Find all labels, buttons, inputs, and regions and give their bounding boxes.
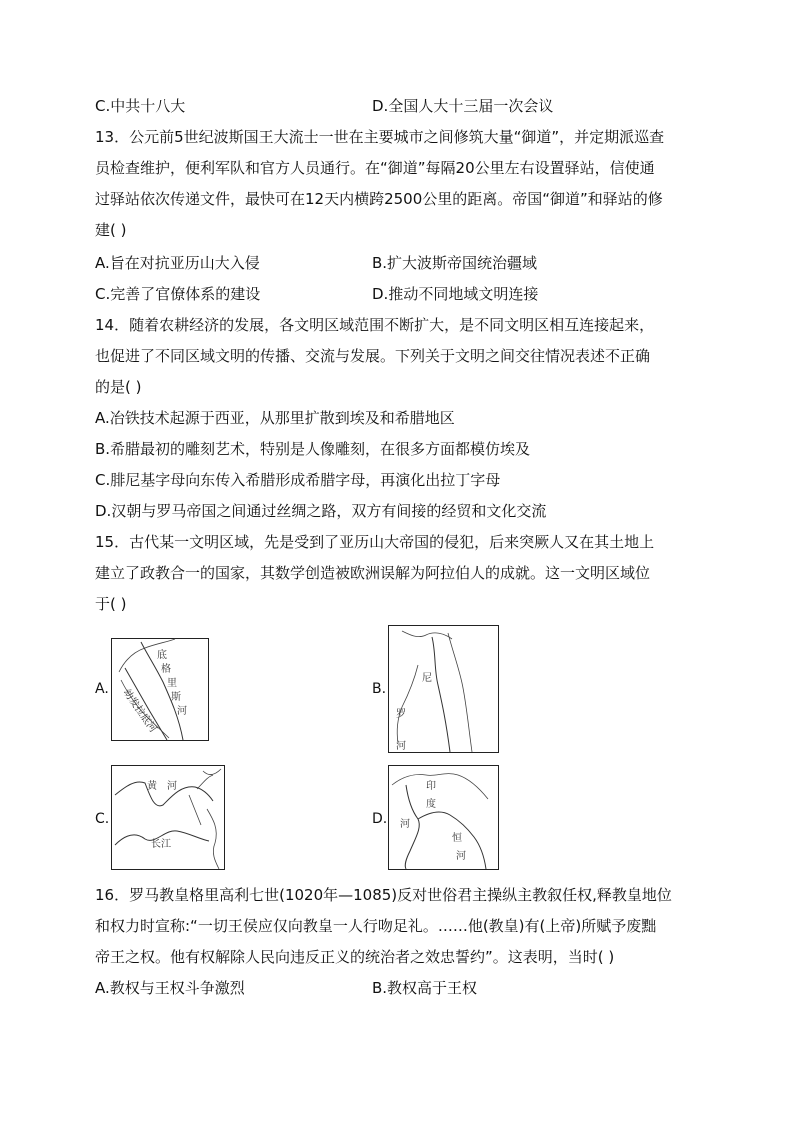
- q15-map-d: [388, 765, 499, 870]
- svg-text:格: 格: [161, 664, 171, 675]
- q15-map-a: [111, 638, 209, 741]
- svg-text:河: 河: [400, 819, 410, 830]
- q14-stem-line-2: 也促进了不同区域文明的传播、交流与发展。下列关于文明之间交往情况表述不正确: [95, 347, 651, 365]
- q13-stem-line-2: 员检查维护，便利军队和官方人员通行。在“御道”每隔20公里左右设置驿站，信使通: [95, 159, 655, 177]
- q13-option-d: D.推动不同地域文明连接: [372, 285, 539, 303]
- q14-stem-line-1: 14．随着农耕经济的发展，各文明区域范围不断扩大，是不同文明区相互连接起来，: [95, 316, 655, 334]
- q13-stem-line-4: 建( ): [95, 221, 127, 239]
- svg-text:恒: 恒: [452, 833, 462, 844]
- svg-text:底: 底: [157, 650, 167, 661]
- svg-text:印: 印: [426, 781, 436, 792]
- svg-text:河: 河: [456, 851, 466, 862]
- q15-map-b-letter: B.: [372, 681, 387, 697]
- q13-option-c: C.完善了官僚体系的建设: [95, 285, 261, 303]
- svg-text:河: 河: [396, 741, 406, 752]
- q15-map-a-letter: A.: [95, 681, 109, 697]
- svg-text:黄: 黄: [147, 781, 157, 792]
- q13-stem-line-1: 13．公元前5世纪波斯国王大流士一世在主要城市之间修筑大量“御道”，并定期派巡查: [95, 128, 665, 146]
- q15-map-c: [111, 765, 225, 870]
- q16-option-b: B.教权高于王权: [372, 979, 478, 997]
- q15-stem-line-1: 15．古代某一文明区域，先是受到了亚历山大帝国的侵犯，后来突厥人又在其土地上: [95, 533, 655, 551]
- svg-text:幼发拉底河: 幼发拉底河: [120, 687, 159, 735]
- q14-option-b: B.希腊最初的雕刻艺术，特别是人像雕刻，在很多方面都模仿埃及: [95, 440, 531, 458]
- q13-option-b: B.扩大波斯帝国统治疆域: [372, 254, 538, 272]
- q13-stem-line-3: 过驿站依次传递文件，最快可在12天内横跨2500公里的距离。帝国“御道”和驿站的修: [95, 190, 663, 208]
- svg-text:长江: 长江: [151, 839, 171, 850]
- q16-stem-line-1: 16．罗马教皇格里高利七世(1020年—1085)反对世俗君主操纵主教叙任权,释教皇地位: [95, 886, 672, 904]
- q15-stem-line-3: 于( ): [95, 595, 127, 613]
- q16-stem-line-2: 和权力时宣称:“一切王侯应仅向教皇一人行吻足礼。……他(教皇)有(上帝)所赋予废黜: [95, 917, 657, 935]
- q15-map-b: [388, 625, 499, 753]
- q12-option-c: C.中共十八大: [95, 97, 186, 115]
- q16-stem-line-3: 帝王之权。他有权解除人民向违反正义的统治者之效忠誓约”。这表明，当时( ): [95, 948, 615, 966]
- svg-text:罗: 罗: [396, 709, 406, 720]
- q14-option-c: C.腓尼基字母向东传入希腊形成希腊字母，再演化出拉丁字母: [95, 471, 501, 489]
- svg-text:尼: 尼: [422, 673, 432, 684]
- q16-option-a: A.教权与王权斗争激烈: [95, 979, 245, 997]
- q14-option-a: A.冶铁技术起源于西亚，从那里扩散到埃及和希腊地区: [95, 409, 455, 427]
- svg-text:斯: 斯: [171, 692, 181, 703]
- svg-text:河: 河: [177, 706, 187, 717]
- q12-option-d: D.全国人大十三届一次会议: [372, 97, 554, 115]
- svg-text:度: 度: [426, 799, 436, 810]
- svg-text:河: 河: [167, 781, 177, 792]
- q15-map-c-letter: C.: [95, 811, 110, 827]
- svg-text:里: 里: [167, 678, 177, 689]
- q14-stem-line-3: 的是( ): [95, 378, 142, 396]
- q15-map-d-letter: D.: [372, 811, 388, 827]
- q13-option-a: A.旨在对抗亚历山大入侵: [95, 254, 260, 272]
- q15-stem-line-2: 建立了政教合一的国家，其数学创造被欧洲误解为阿拉伯人的成就。这一文明区域位: [95, 564, 651, 582]
- q14-option-d: D.汉朝与罗马帝国之间通过丝绸之路，双方有间接的经贸和文化交流: [95, 502, 547, 520]
